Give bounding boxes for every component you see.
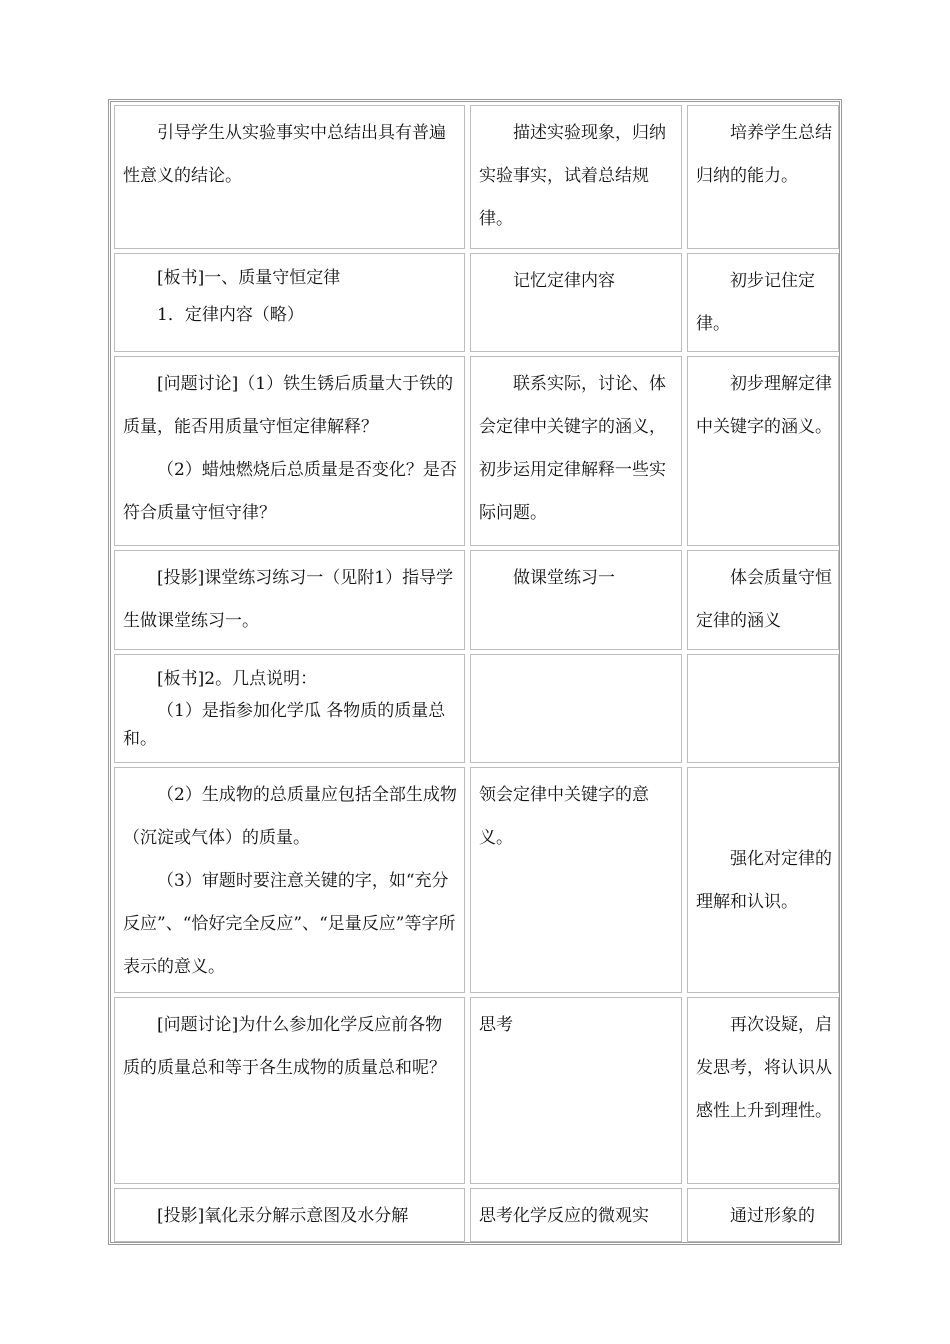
student-activity-cell <box>470 654 682 763</box>
cell-text: 思考化学反应的微观实 <box>479 1206 649 1226</box>
teacher-activity-cell <box>114 654 465 763</box>
design-intent-cell <box>687 253 839 352</box>
cell-text: [板书]一、质量守恒定律 <box>157 268 341 288</box>
cell-text: （2）蜡烛燃烧后总质量是否变化？是否符合质量守恒守律？ <box>123 460 457 523</box>
student-activity-cell <box>470 105 682 249</box>
cell-text: 描述实验现象，归纳实验事实，试着总结规律。 <box>479 123 666 229</box>
design-intent-cell <box>687 550 839 650</box>
cell-text: 通过形象的 <box>730 1206 815 1226</box>
table-row <box>114 994 836 1187</box>
teacher-activity-cell <box>114 356 465 546</box>
cell-text: 初步记住定律。 <box>696 271 815 334</box>
teacher-activity-cell <box>114 767 465 993</box>
student-activity-cell <box>470 550 682 650</box>
design-intent-cell <box>687 105 839 249</box>
cell-text: 1．定律内容（略） <box>157 305 304 325</box>
teacher-activity-cell <box>114 253 465 352</box>
cell-text: 强化对定律的理解和认识。 <box>696 849 832 912</box>
cell-text: （1）是指参加化学瓜 各物质的质量总和。 <box>123 701 446 749</box>
cell-text: [问题讨论]为什么参加化学反应前各物质的质量总和等于各生成物的质量总和呢？ <box>123 1015 446 1078</box>
cell-text: 引导学生从实验事实中总结出具有普遍性意义的结论。 <box>123 123 446 186</box>
cell-text: （3）审题时要注意关键的字，如“充分反应”、“恰好完全反应”、“足量反应”等字所表示的意义。 <box>123 871 456 977</box>
design-intent-cell <box>687 997 839 1184</box>
cell-text: 体会质量守恒定律的涵义 <box>696 568 832 631</box>
cell-text: 做课堂练习一 <box>513 568 615 588</box>
cell-text: [问题讨论]（1）铁生锈后质量大于铁的质量，能否用质量守恒定律解释？ <box>123 374 454 437</box>
cell-text: 再次设疑，启发思考，将认识从感性上升到理性。 <box>696 1015 832 1121</box>
cell-text: 联系实际，讨论、体会定律中关键字的涵义，初步运用定律解释一些实际问题。 <box>479 374 666 523</box>
table-row <box>114 250 836 355</box>
cell-text: 培养学生总结归纳的能力。 <box>696 123 832 186</box>
cell-text: [投影]课堂练习练习一（见附1）指导学生做课堂练习一。 <box>123 568 454 631</box>
table-row <box>114 1185 836 1242</box>
design-intent-cell <box>687 767 839 993</box>
cell-text: 记忆定律内容 <box>513 271 615 291</box>
cell-text: 思考 <box>479 1015 513 1035</box>
teacher-activity-cell <box>114 550 465 650</box>
design-intent-cell <box>687 1188 839 1242</box>
cell-text: （2）生成物的总质量应包括全部生成物（沉淀或气体）的质量。 <box>123 785 457 848</box>
student-activity-cell <box>470 1188 682 1242</box>
cell-text: [投影]氧化汞分解示意图及水分解 <box>157 1206 409 1226</box>
cell-text: [板书]2。几点说明： <box>157 669 318 689</box>
teacher-activity-cell <box>114 1188 465 1242</box>
lesson-plan-table <box>108 99 842 1245</box>
teacher-activity-cell <box>114 105 465 249</box>
table-row <box>114 102 836 252</box>
teacher-activity-cell <box>114 997 465 1184</box>
student-activity-cell <box>470 997 682 1184</box>
cell-text: 领会定律中关键字的意义。 <box>479 785 649 848</box>
cell-text: 初步理解定律中关键字的涵义。 <box>696 374 832 437</box>
table-row <box>114 353 836 549</box>
table-row <box>114 547 836 653</box>
table-row <box>114 651 836 766</box>
table-row <box>114 764 836 996</box>
design-intent-cell <box>687 356 839 546</box>
design-intent-cell <box>687 654 839 763</box>
student-activity-cell <box>470 253 682 352</box>
student-activity-cell <box>470 767 682 993</box>
student-activity-cell <box>470 356 682 546</box>
